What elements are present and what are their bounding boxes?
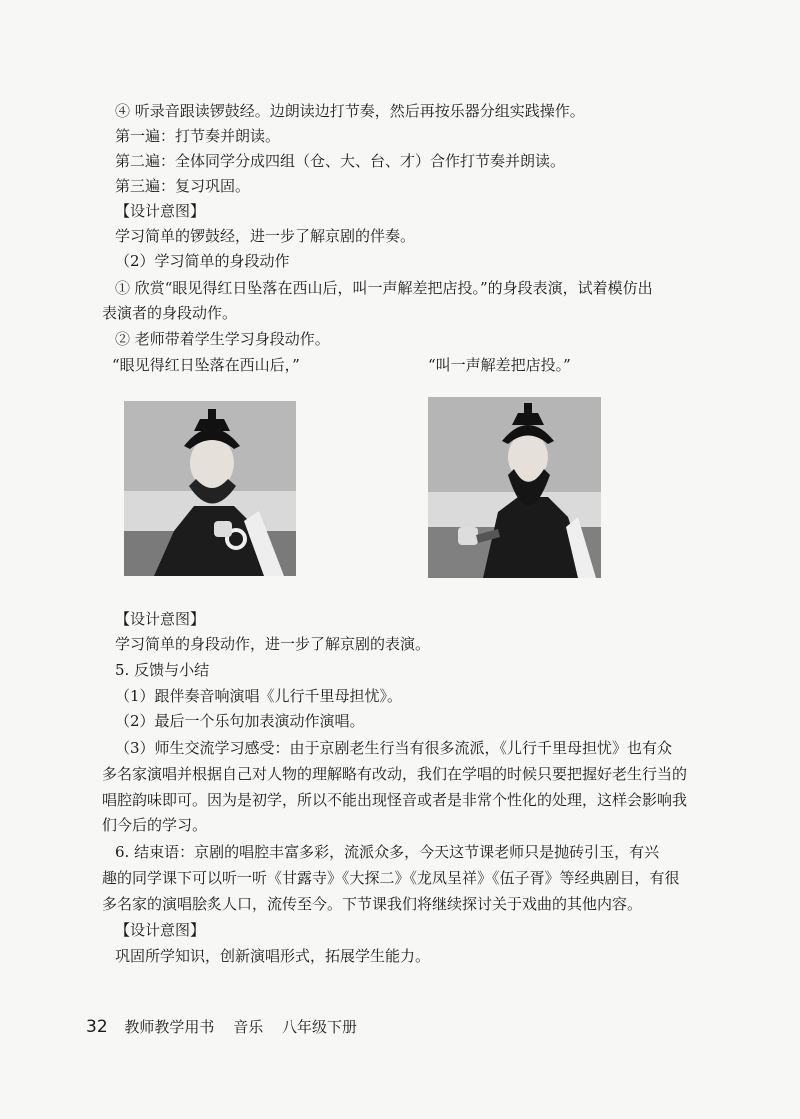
feedback-item-3: （3）师生交流学习感受：由于京剧老生行当有很多流派，《儿行千里母担忧》也有众 [115,739,673,757]
opera-photo-left [124,401,296,576]
step-4-text: ④ 听录音跟读锣鼓经。边朗读边打节奏，然后再按乐器分组实践操作。 [115,102,585,120]
feedback-item-3-cont-1: 多名家演唱并根据自己对人物的理解略有改动，我们在学唱的时候只要把握好老生行当的 [102,765,688,783]
opera-photo-right [428,397,601,578]
first-pass-text: 第一遍：打节奏并朗读。 [115,127,281,145]
page-footer [86,1017,357,1037]
feedback-heading: 5. 反馈与小结 [115,661,210,679]
closing-remarks-cont-1: 趣的同学课下可以听一听《甘露寺》《大探二》《龙凤呈祥》《伍子胥》等经典剧目，有很 [102,869,680,887]
footer-grade: 八年级下册 [282,1018,358,1036]
feedback-item-1: （1）跟伴奏音响演唱《儿行千里母担忧》。 [115,687,403,705]
opera-performer-image [428,397,601,578]
opera-performer-image [124,401,296,576]
feedback-item-2: （2）最后一个乐句加表演动作演唱。 [115,712,365,730]
design-intent-heading-2: 【设计意图】 [115,610,206,628]
footer-subject: 音乐 [233,1018,264,1036]
feedback-item-3-cont-2: 唱腔韵味即可。因为是初学，所以不能出现怪音或者是非常个性化的处理，这样会影响我 [102,791,688,809]
caption-right: “叫一声解差把店投。” [428,356,571,374]
section-heading: （2）学习简单的身段动作 [115,252,290,270]
design-intent-text-2: 学习简单的身段动作，进一步了解京剧的表演。 [115,635,431,653]
teacher-lead-text: ② 老师带着学生学习身段动作。 [115,330,330,348]
appreciate-text-cont: 表演者的身段动作。 [102,304,238,322]
design-intent-heading-3: 【设计意图】 [115,921,206,939]
page-number: 32 [86,1017,108,1037]
footer-book: 教师教学用书 [124,1018,215,1036]
feedback-item-3-cont-3: 们今后的学习。 [102,816,208,834]
closing-remarks-cont-2: 多名家的演唱脍炙人口，流传至今。下节课我们将继续探讨关于戏曲的其他内容。 [102,895,643,913]
closing-remarks: 6. 结束语：京剧的唱腔丰富多彩，流派众多，今天这节课老师只是抛砖引玉，有兴 [115,843,660,861]
appreciate-text: ① 欣赏“眼见得红日坠落在西山后，叫一声解差把店投。”的身段表演，试着模仿出 [115,279,653,297]
design-intent-text-3: 巩固所学知识，创新演唱形式，拓展学生能力。 [115,947,431,965]
design-intent-text: 学习简单的锣鼓经，进一步了解京剧的伴奏。 [115,227,416,245]
design-intent-heading: 【设计意图】 [115,202,206,220]
caption-left: “眼见得红日坠落在西山后，” [112,356,300,374]
third-pass-text: 第三遍：复习巩固。 [115,177,251,195]
second-pass-text: 第二遍：全体同学分成四组（仓、大、台、才）合作打节奏并朗读。 [115,152,566,170]
